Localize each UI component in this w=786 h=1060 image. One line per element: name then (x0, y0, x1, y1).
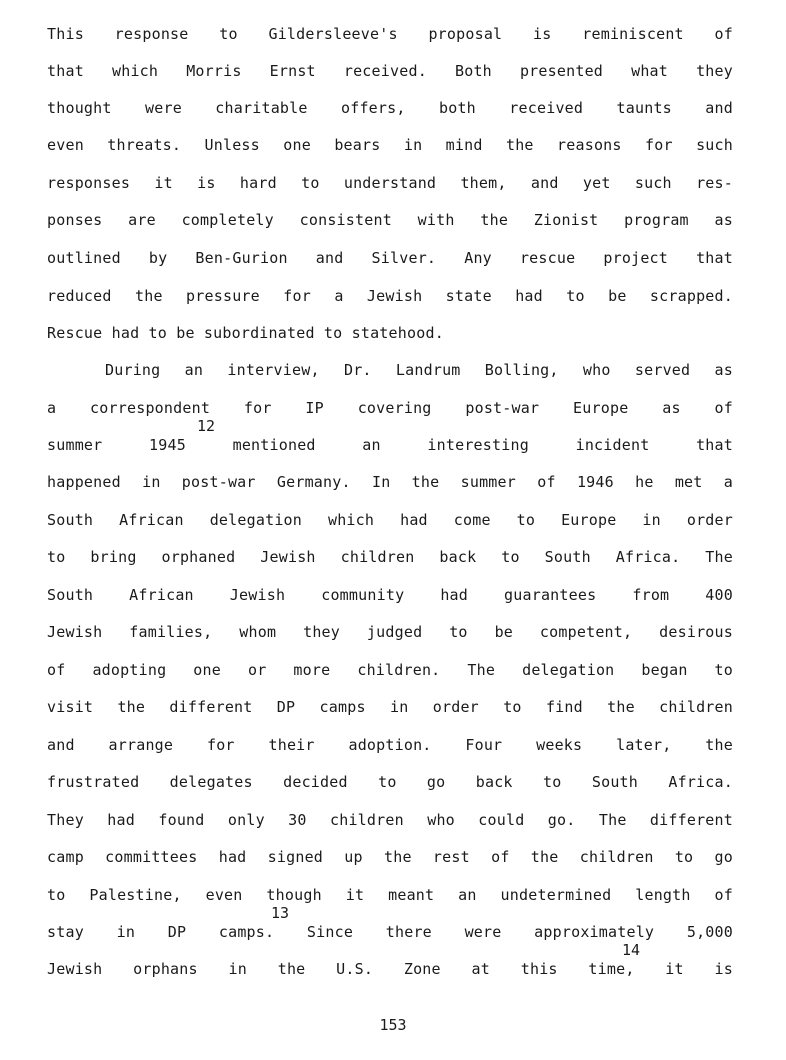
footnote-marker-14: 14 (622, 941, 641, 959)
text-line: Jewish orphans in the U.S. Zone at this time, it is (47, 960, 733, 978)
text-line: of adopting one or more children. The delegation began to (47, 661, 733, 679)
text-line: to bring orphaned Jewish children back to South Africa. The (47, 548, 733, 566)
text-line: visit the different DP camps in order to find the children (47, 698, 733, 716)
text-line: South African delegation which had come to Europe in order (47, 511, 733, 529)
footnote-marker-12: 12 (197, 417, 216, 435)
text-line: ponses are completely consistent with the Zionist program as (47, 211, 733, 229)
page-number: 153 (379, 1016, 407, 1034)
footnote-marker-13: 13 (271, 904, 290, 922)
text-line: to Palestine, even though it meant an undetermined length of (47, 886, 733, 904)
text-line: This response to Gildersleeve's proposal is reminiscent of (47, 25, 733, 43)
text-line: thought were charitable offers, both received taunts and (47, 99, 733, 117)
text-line: frustrated delegates decided to go back to South Africa. (47, 773, 733, 791)
text-line: They had found only 30 children who could go. The different (47, 811, 733, 829)
text-line: responses it is hard to understand them, and yet such res- (47, 174, 733, 192)
text-line: that which Morris Ernst received. Both presented what they (47, 62, 733, 80)
text-line: stay in DP camps. Since there were approximately 5,000 (47, 923, 733, 941)
text-line: a correspondent for IP covering post-war Europe as of (47, 399, 733, 417)
text-line: camp committees had signed up the rest of the children to go (47, 848, 733, 866)
text-line: Rescue had to be subordinated to statehood. (47, 324, 444, 342)
text-line: happened in post-war Germany. In the summer of 1946 he met a (47, 473, 733, 491)
text-line: During an interview, Dr. Landrum Bolling, who served as (105, 361, 733, 379)
text-line: and arrange for their adoption. Four weeks later, the (47, 736, 733, 754)
text-line: reduced the pressure for a Jewish state had to be scrapped. (47, 287, 733, 305)
text-line: outlined by Ben-Gurion and Silver. Any rescue project that (47, 249, 733, 267)
text-line: Jewish families, whom they judged to be competent, desirous (47, 623, 733, 641)
text-line: even threats. Unless one bears in mind the reasons for such (47, 136, 733, 154)
text-line: South African Jewish community had guarantees from 400 (47, 586, 733, 604)
text-line: summer 1945 mentioned an interesting incident that (47, 436, 733, 454)
